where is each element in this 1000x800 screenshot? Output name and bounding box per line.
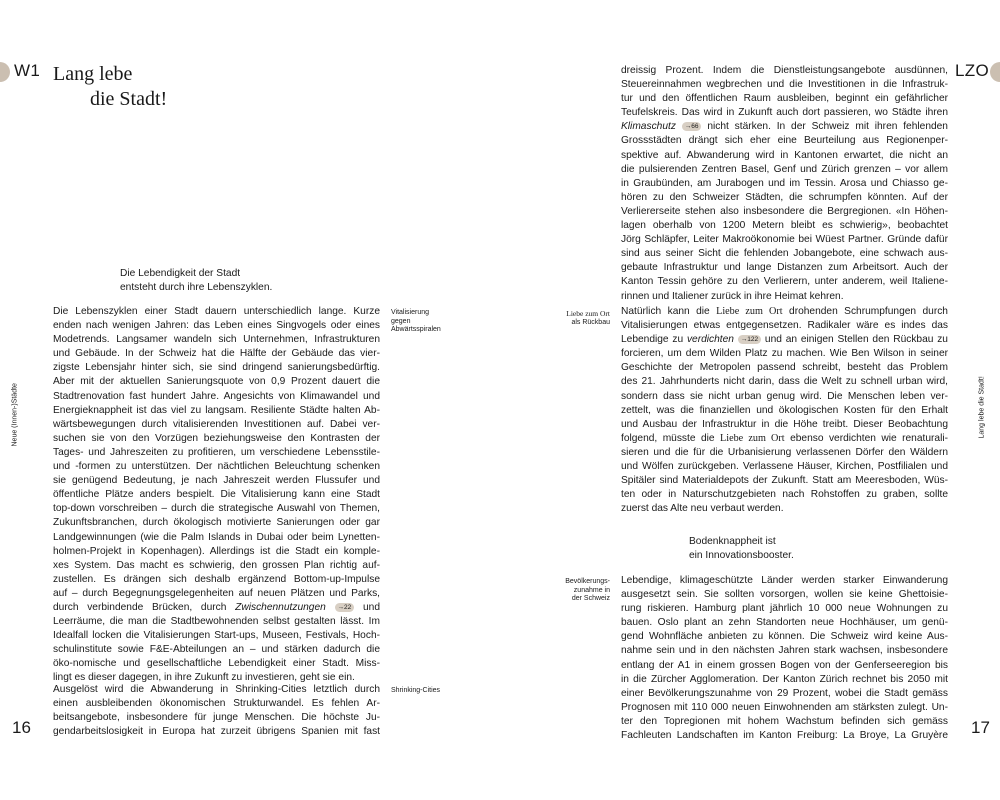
reference-term[interactable]: Zwischennutzungen	[235, 601, 326, 613]
text-line: Lebendige, klimageschützte Länder werden starker Einwanderung	[621, 575, 948, 586]
text-line: Stadtrenovation fast hundert Jahre. Angesichts von Klimawandel und	[53, 390, 380, 402]
text-line: und Ausbau der Infrastruktur in die Höhe treibt. Dieser Beobachtung	[621, 418, 948, 430]
margin-note-bevoelkerungszunahme	[555, 578, 610, 604]
page-title	[53, 62, 167, 112]
text-line: Geschichte der Metropolen passend schreibt, besteht das Problem	[621, 362, 948, 374]
text-line: Leerräume, die man die Stadtbewohnenden selbst gestalten lässt. Im	[53, 616, 380, 628]
text-line: gendarbeitslosigkeit in Europa hat zurzeit übrigens Spanien mit fast	[53, 726, 380, 738]
margin-note-line: zunahme in	[573, 586, 610, 594]
text-line: Aber mit der aktuellen Sanierungsquote von 0,9 Prozent dauert die	[53, 376, 380, 388]
text-line: lingt es dieser dagegen, in ihre Zukunft zu investieren, geht sie ein.	[53, 672, 355, 684]
margin-note-line: Vitalisierung	[391, 309, 430, 316]
text-line: suchen sie von den Vorzügen beziehungsweise den Kontrasten der	[53, 432, 380, 444]
section-subtitle-left	[120, 267, 272, 295]
text-line: Grossstädten drängt sich eher eine Beurteilung aus Regionenper-	[621, 135, 948, 147]
margin-note-liebe-zum-ort	[560, 310, 610, 327]
subtitle-line: entsteht durch ihre Lebenszyklen.	[120, 282, 273, 293]
cross-reference-badge[interactable]: →22	[335, 603, 355, 612]
text-line: und Wölfen zurückgeben. Verlassene Häuser, Kirchen, Postfilialen und	[621, 461, 948, 473]
text-line: forcieren, um dem Wilden Platz zu machen. Wie Ben Wilson in seiner	[621, 348, 948, 360]
text-line-with-serif	[621, 305, 948, 319]
body-text-right-c	[621, 574, 948, 743]
side-running-label-right: Lang lebe die Stadt!	[978, 376, 986, 439]
cross-reference-badge[interactable]: →122	[738, 335, 761, 344]
side-running-label-left: Neue (Innen-)Städte	[11, 383, 19, 447]
section-subtitle-right	[689, 535, 794, 563]
text-fragment: und an einigen Stellen den Rückbau zu	[764, 334, 948, 346]
text-line: Modetrends. Langsamer wandeln sich Unternehmen, Infrastrukturen	[53, 334, 380, 346]
text-line-with-serif	[621, 432, 948, 446]
text-line: Landgewinnungen (wie die Palm Islands in Dubai oder beim Lynetten-	[53, 531, 380, 543]
text-line: Jörg Schläpfer, Leiter Makroökonomie bei Wüest Partner. Gründe dafür	[621, 234, 948, 246]
text-line: Ausgelöst wird die Abwanderung in Shrinking-Cities letztlich durch	[53, 684, 380, 695]
page-tab-marker-right	[990, 62, 1000, 82]
serif-term: Liebe zum Ort	[720, 432, 785, 444]
text-line: tur und den öffentlichen Raum ausbleiben, beginnt ein gefährlicher	[621, 93, 948, 105]
text-line: sondern dass sie nicht urban genug wird. Die Menschen leben ver-	[621, 390, 948, 402]
body-text-right-a	[621, 64, 948, 304]
text-line: des 21. Jahrhunderts nicht darin, dass die Welt zu schnell urban wird,	[621, 376, 948, 388]
text-line: beitsangebote, insbesondere für junge Menschen. Die höchste Ju-	[53, 712, 380, 724]
text-line: und -formen zu unterstützen. Der nächtlichen Beleuchtung schenken	[53, 461, 380, 473]
text-line-with-reference	[53, 601, 380, 615]
text-line: gend Wohnfläche anbieten zu können. Die Schweiz wird keine Aus-	[621, 631, 948, 643]
text-line: Fachleuten Landschaften im Kanton Freiburg: La Broye, La Gruyère	[621, 730, 948, 742]
text-fragment: nicht stärken. In der Schweiz mit ihren fehlenden	[707, 121, 948, 133]
text-line: sind aus seiner Sicht die fehlenden Jobangebote, eine schwach aus-	[621, 248, 948, 260]
text-line: auf – durch Begegnungsgelegenheiten auf neuen Plätzen und Parks,	[53, 587, 380, 599]
margin-note-line: gegen	[391, 317, 411, 325]
text-line: Idealfall locken die Vitalisierungen Start-ups, Museen, Festivals, Hoch-	[53, 630, 380, 642]
text-line: öffentliche Plätze anders bespielt. Die Vitalisierung kann eine Stadt	[53, 489, 380, 501]
text-fragment: und	[362, 601, 380, 613]
text-line: ausgesetzt sein. Sie sollten vorsorgen, wollen sie keine Ghettoisie-	[621, 589, 948, 601]
margin-note-shrinking-cities: Shrinking-Cities	[391, 687, 441, 694]
text-fragment: folgend, müsste die	[621, 432, 715, 444]
reference-term[interactable]: verdichten	[686, 334, 734, 346]
text-line-with-reference	[621, 333, 948, 347]
text-line: einer Bevölkerungszunahme von 29 Prozent, wobei die Stadt gemäss	[621, 687, 948, 699]
text-line: spektive auf. Abwanderung wird in Kantonen erwartet, die nicht an	[621, 149, 948, 161]
text-line: entlang der A1 in einem grossen Bogen von der Genferseeregion bis	[621, 659, 948, 671]
text-line: schulinstitute sowie F&E-Abteilungen an – und stärken dadurch die	[53, 644, 380, 656]
serif-term: Liebe zum Ort	[716, 306, 783, 317]
text-line: einen ausbleibenden ökonomischen Strukturwandel. Es fehlen Ar-	[53, 698, 380, 710]
text-line-with-reference	[621, 120, 948, 134]
text-fragment: Natürlich kann die	[621, 306, 710, 317]
margin-note-line: Bevölkerungs-	[565, 578, 610, 585]
text-fragment: durch verbindende Brücken, durch	[53, 601, 227, 613]
text-line: dreissig Prozent. Indem die Dienstleistungsangebote ausdünnen,	[621, 65, 948, 76]
text-line: Tages- und Jahreszeiten zu profitieren, um verschiedene Lebensstile-	[53, 446, 380, 458]
text-line: Kanton Tessin gehöre zu den Verlierern, unter anderem, weil Italiene-	[621, 276, 948, 288]
text-line: Vitalisierungen etwas entgegensetzen. Radikaler wäre es indes das	[621, 320, 948, 332]
body-text-left-a	[53, 305, 380, 686]
text-line: und Gebäude. In der Schweiz hat die Hälfte der Gebäude das vier-	[53, 348, 380, 360]
subtitle-line: Bodenknappheit ist	[689, 536, 776, 547]
margin-note-vitalisierung	[391, 309, 441, 335]
text-line: rinnen und Italiener zurück in ihre Heimat kehren.	[621, 290, 844, 302]
text-line: hören zu den Schweizer Städten, die schrumpfen könnten. Auf der	[621, 191, 948, 203]
page-number-right: 17	[971, 718, 990, 737]
text-fragment: Lebendige zu	[621, 334, 684, 346]
body-text-left-b	[53, 683, 380, 739]
cross-reference-badge[interactable]: →66	[682, 122, 702, 131]
title-line-2: die Stadt!	[90, 88, 168, 110]
page-number-left: 16	[12, 718, 31, 737]
text-line: top-down vorschreiben – durch die strategische Auswahl von Themen,	[53, 503, 380, 515]
text-line: zettelt, was die finanziellen und ökologischen Kosten für den Erhalt	[621, 404, 948, 416]
text-line: zuerst das Alte neu verbaut werden.	[621, 503, 784, 515]
text-line: öko-nomische und gesellschaftliche Lebendigkeit einer Stadt. Miss-	[53, 658, 380, 670]
section-code-left: W1	[14, 61, 41, 80]
text-line: in Graubünden, am Jurabogen und im Tessin. Arosa und Chiasso ge-	[621, 177, 948, 189]
margin-note-line: der Schweiz	[571, 595, 610, 603]
text-fragment: drohenden Schrumpfungen durch	[789, 306, 948, 317]
text-line: Verliererseite stehen also insbesondere die Bergregionen. «In Höhen-	[621, 205, 948, 217]
text-line: holmen-Projekt in Kopenhagen). Allerdings ist die Stadt ein komple-	[53, 545, 380, 557]
reference-term[interactable]: Klimaschutz	[621, 121, 676, 133]
text-line: sieren und die für die Urbanisierung verlassenen Dörfer den Wäldern	[621, 446, 948, 458]
body-text-right-b	[621, 305, 948, 516]
subtitle-line: Die Lebendigkeit der Stadt	[120, 268, 241, 279]
text-line: gebaute Infrastruktur und lange Distanzen zum Arbeitsort. Auch der	[621, 262, 948, 274]
text-line: Die Lebenszyklen einer Stadt dauern unterschiedlich lange. Kurze	[53, 306, 380, 317]
text-line: Teufelskreis. Das wird in Zukunft auch dort passieren, wo Städte ihren	[621, 107, 948, 119]
margin-note-line: Abwärtsspiralen	[391, 326, 441, 334]
text-line: enden nach wenigen Jahren: das Leben eines Singvogels oder eines	[53, 320, 380, 332]
text-line: lagen oberhalb von 1200 Metern bleibt es schwierig», beobachtet	[621, 220, 948, 232]
text-line: zustellen. Es drängen sich deshalb ergänzend Bottom-up-Impulse	[53, 573, 380, 585]
text-line: Energieknappheit ist das viel zu langsam. Resiliente Städte halten Ab-	[53, 404, 380, 416]
text-line: nahme sein und in den nächsten Jahren stark wachsen, insbesondere	[621, 645, 948, 657]
page-tab-marker-left	[0, 62, 10, 82]
text-line: sie genügend Bedeutung, je nach Jahreszeit werden Flussufer und	[53, 475, 380, 487]
text-line: wärtsbewegungen durch vitalisierenden Investitionen auf. Dabei ver-	[53, 418, 380, 430]
text-fragment: ebenso verdichten wie renaturali-	[790, 432, 948, 444]
text-line: Zukunftsbranchen, durch ökologisch motivierte Sanierungen oder gar	[53, 517, 380, 529]
title-line-1: Lang lebe	[53, 63, 133, 85]
text-line: ten oder in Naturschutzgebieten nach Rohstoffen zu graben, sollte	[621, 489, 948, 501]
text-line: Prognosen mit 110 000 neuen Einwohnenden am stärksten zulegt. Un-	[621, 701, 948, 713]
text-line: in die Zürcher Agglomeration. Der Kanton Zürich rechnet bis 2050 mit	[621, 673, 948, 685]
section-code-right: LZO	[955, 61, 989, 80]
margin-note-line: als Rückbau	[571, 318, 610, 326]
text-line: rung riskieren. Hamburg plant jährlich 10 000 neue Wohnungen zu	[621, 603, 948, 615]
text-line: xes System. Das macht es schwierig, den grossen Plan richtig auf-	[53, 559, 380, 571]
text-line: die pulsierenden Zentren Basel, Genf und Zürich grenzen – vor allem	[621, 163, 948, 175]
margin-note-serif: Liebe zum Ort	[566, 309, 610, 318]
text-line: Steuereinnahmen wegbrechen und die Investitionen in die Infrastruk-	[621, 79, 948, 91]
text-line: Spitäler sind Materialdepots der Zukunft. Statt am Meeresboden, Wüs-	[621, 475, 948, 487]
text-line: zigste Lebensjahr hinter sich, sie sind dringend sanierungsbedürftig.	[53, 362, 380, 374]
subtitle-line: ein Innovationsbooster.	[689, 550, 794, 561]
text-line: ter den Topregionen mit hohem Wachstum befinden sich gemäss	[621, 715, 948, 727]
text-line: bauen. Oslo plant an zehn Standorten neue Hochhäuser, um genü-	[621, 617, 948, 629]
